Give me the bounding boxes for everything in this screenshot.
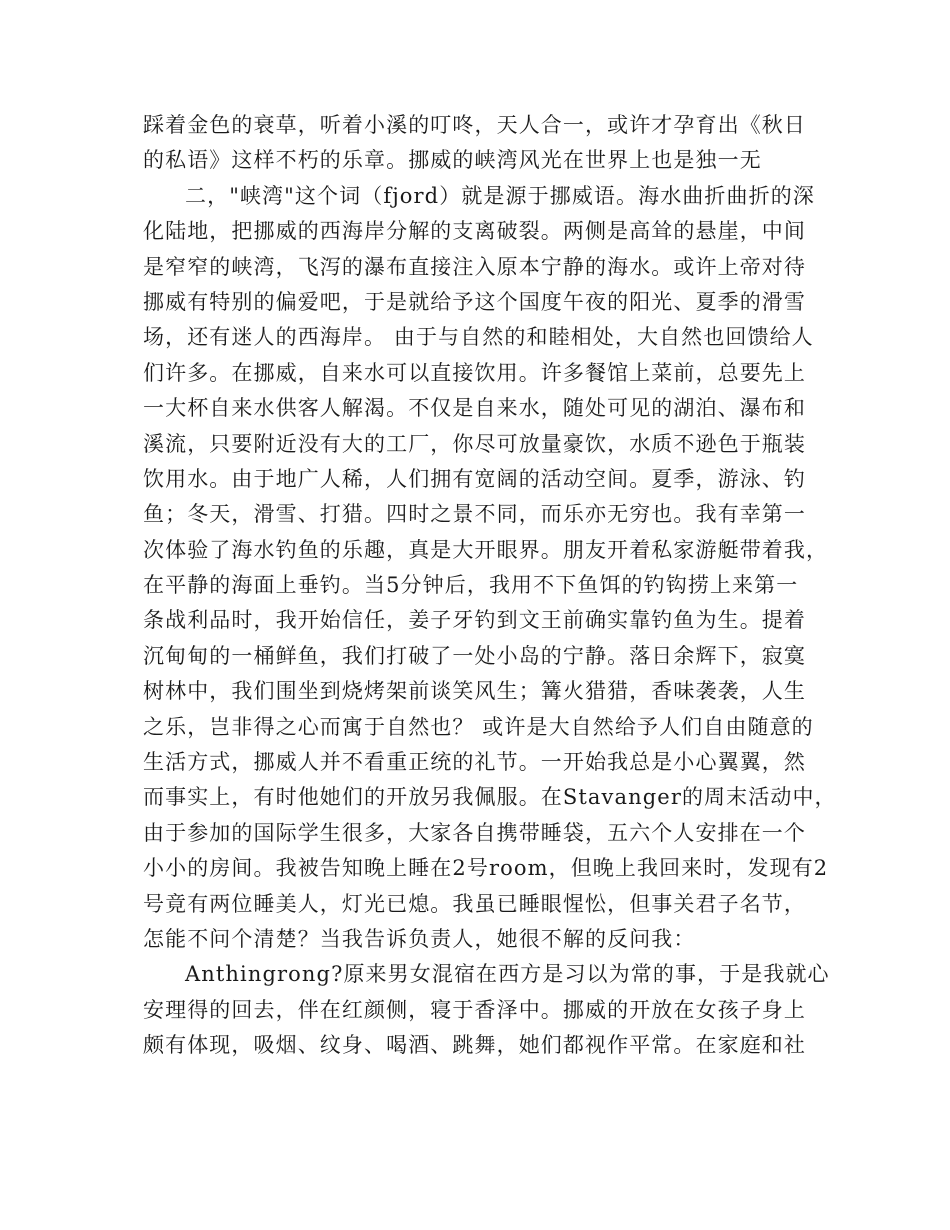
text-line: 是窄窄的峡湾，飞泻的瀑布直接注入原本宁静的海水。或许上帝对待	[143, 254, 806, 279]
text-line: 踩着金色的衰草，听着小溪的叮咚，天人合一，或许才孕育出《秋日	[143, 113, 806, 137]
text-line: 颇有体现，吸烟、纹身、喝酒、跳舞，她们都视作平常。在家庭和社	[143, 1033, 806, 1058]
text-line: 怎能不问个清楚？当我告诉负责人，她很不解的反问我：	[143, 926, 696, 951]
text-line: 树林中，我们围坐到烧烤架前谈笑风生；篝火猎猎，香味袭袭，人生	[143, 679, 806, 704]
text-line: 生活方式，挪威人并不看重正统的礼节。一开始我总是小心翼翼，然	[143, 750, 806, 775]
text-line: 由于参加的国际学生很多，大家各自携带睡袋，五六个人安排在一个	[143, 820, 806, 845]
text-line: 而事实上，有时他她们的开放另我佩服。在Stavanger的周末活动中，	[143, 785, 837, 810]
text-line: 号竟有两位睡美人，灯光已熄。我虽已睡眼惺忪，但事关君子名节，	[143, 891, 806, 916]
text-line: 沉甸甸的一桶鲜鱼，我们打破了一处小岛的宁静。落日余辉下，寂寞	[143, 643, 806, 668]
text-line: 饮用水。由于地广人稀，人们拥有宽阔的活动空间。夏季，游泳、钓	[143, 466, 806, 491]
text-line: 们许多。在挪威，自来水可以直接饮用。许多餐馆上菜前，总要先上	[143, 360, 806, 385]
text-line: 在平静的海面上垂钓。当5分钟后，我用不下鱼饵的钓钩捞上来第一	[143, 573, 799, 598]
text-line: 条战利品时，我开始信任，姜子牙钓到文王前确实靠钓鱼为生。提着	[143, 608, 806, 633]
text-line: 二，"峡湾"这个词（fjord）就是源于挪威语。海水曲折曲折的深	[185, 183, 815, 208]
text-line: 之乐，岂非得之心而寓于自然也？ 或许是大自然给予人们自由随意的	[143, 714, 814, 739]
text-line: 次体验了海水钓鱼的乐趣，真是大开眼界。朋友开着私家游艇带着我，	[143, 537, 829, 562]
text-line: 的私语》这样不朽的乐章。挪威的峡湾风光在世界上也是独一无	[143, 148, 762, 173]
text-line: 挪威有特别的偏爱吧，于是就给予这个国度午夜的阳光、夏季的滑雪	[143, 289, 806, 314]
text-line: 化陆地，把挪威的西海岸分解的支离破裂。两侧是高耸的悬崖，中间	[143, 219, 806, 244]
text-line: 安理得的回去，伴在红颜侧，寝于香泽中。挪威的开放在女孩子身上	[143, 997, 806, 1022]
text-line: 一大杯自来水供客人解渴。不仅是自来水，随处可见的湖泊、瀑布和	[143, 396, 806, 421]
text-line: 场，还有迷人的西海岸。 由于与自然的和睦相处，大自然也回馈给人	[143, 325, 814, 350]
text-line: 溪流，只要附近没有大的工厂，你尽可放量豪饮，水质不逊色于瓶装	[143, 431, 806, 456]
text-line: 小小的房间。我被告知晚上睡在2号room，但晚上我回来时，发现有2	[143, 856, 829, 881]
body-text	[143, 108, 837, 1064]
text-line: Anthingrong?原来男女混宿在西方是习以为常的事，于是我就心	[185, 962, 830, 987]
text-line: 鱼；冬天，滑雪、打猎。四时之景不同，而乐亦无穷也。我有幸第一	[143, 502, 806, 527]
